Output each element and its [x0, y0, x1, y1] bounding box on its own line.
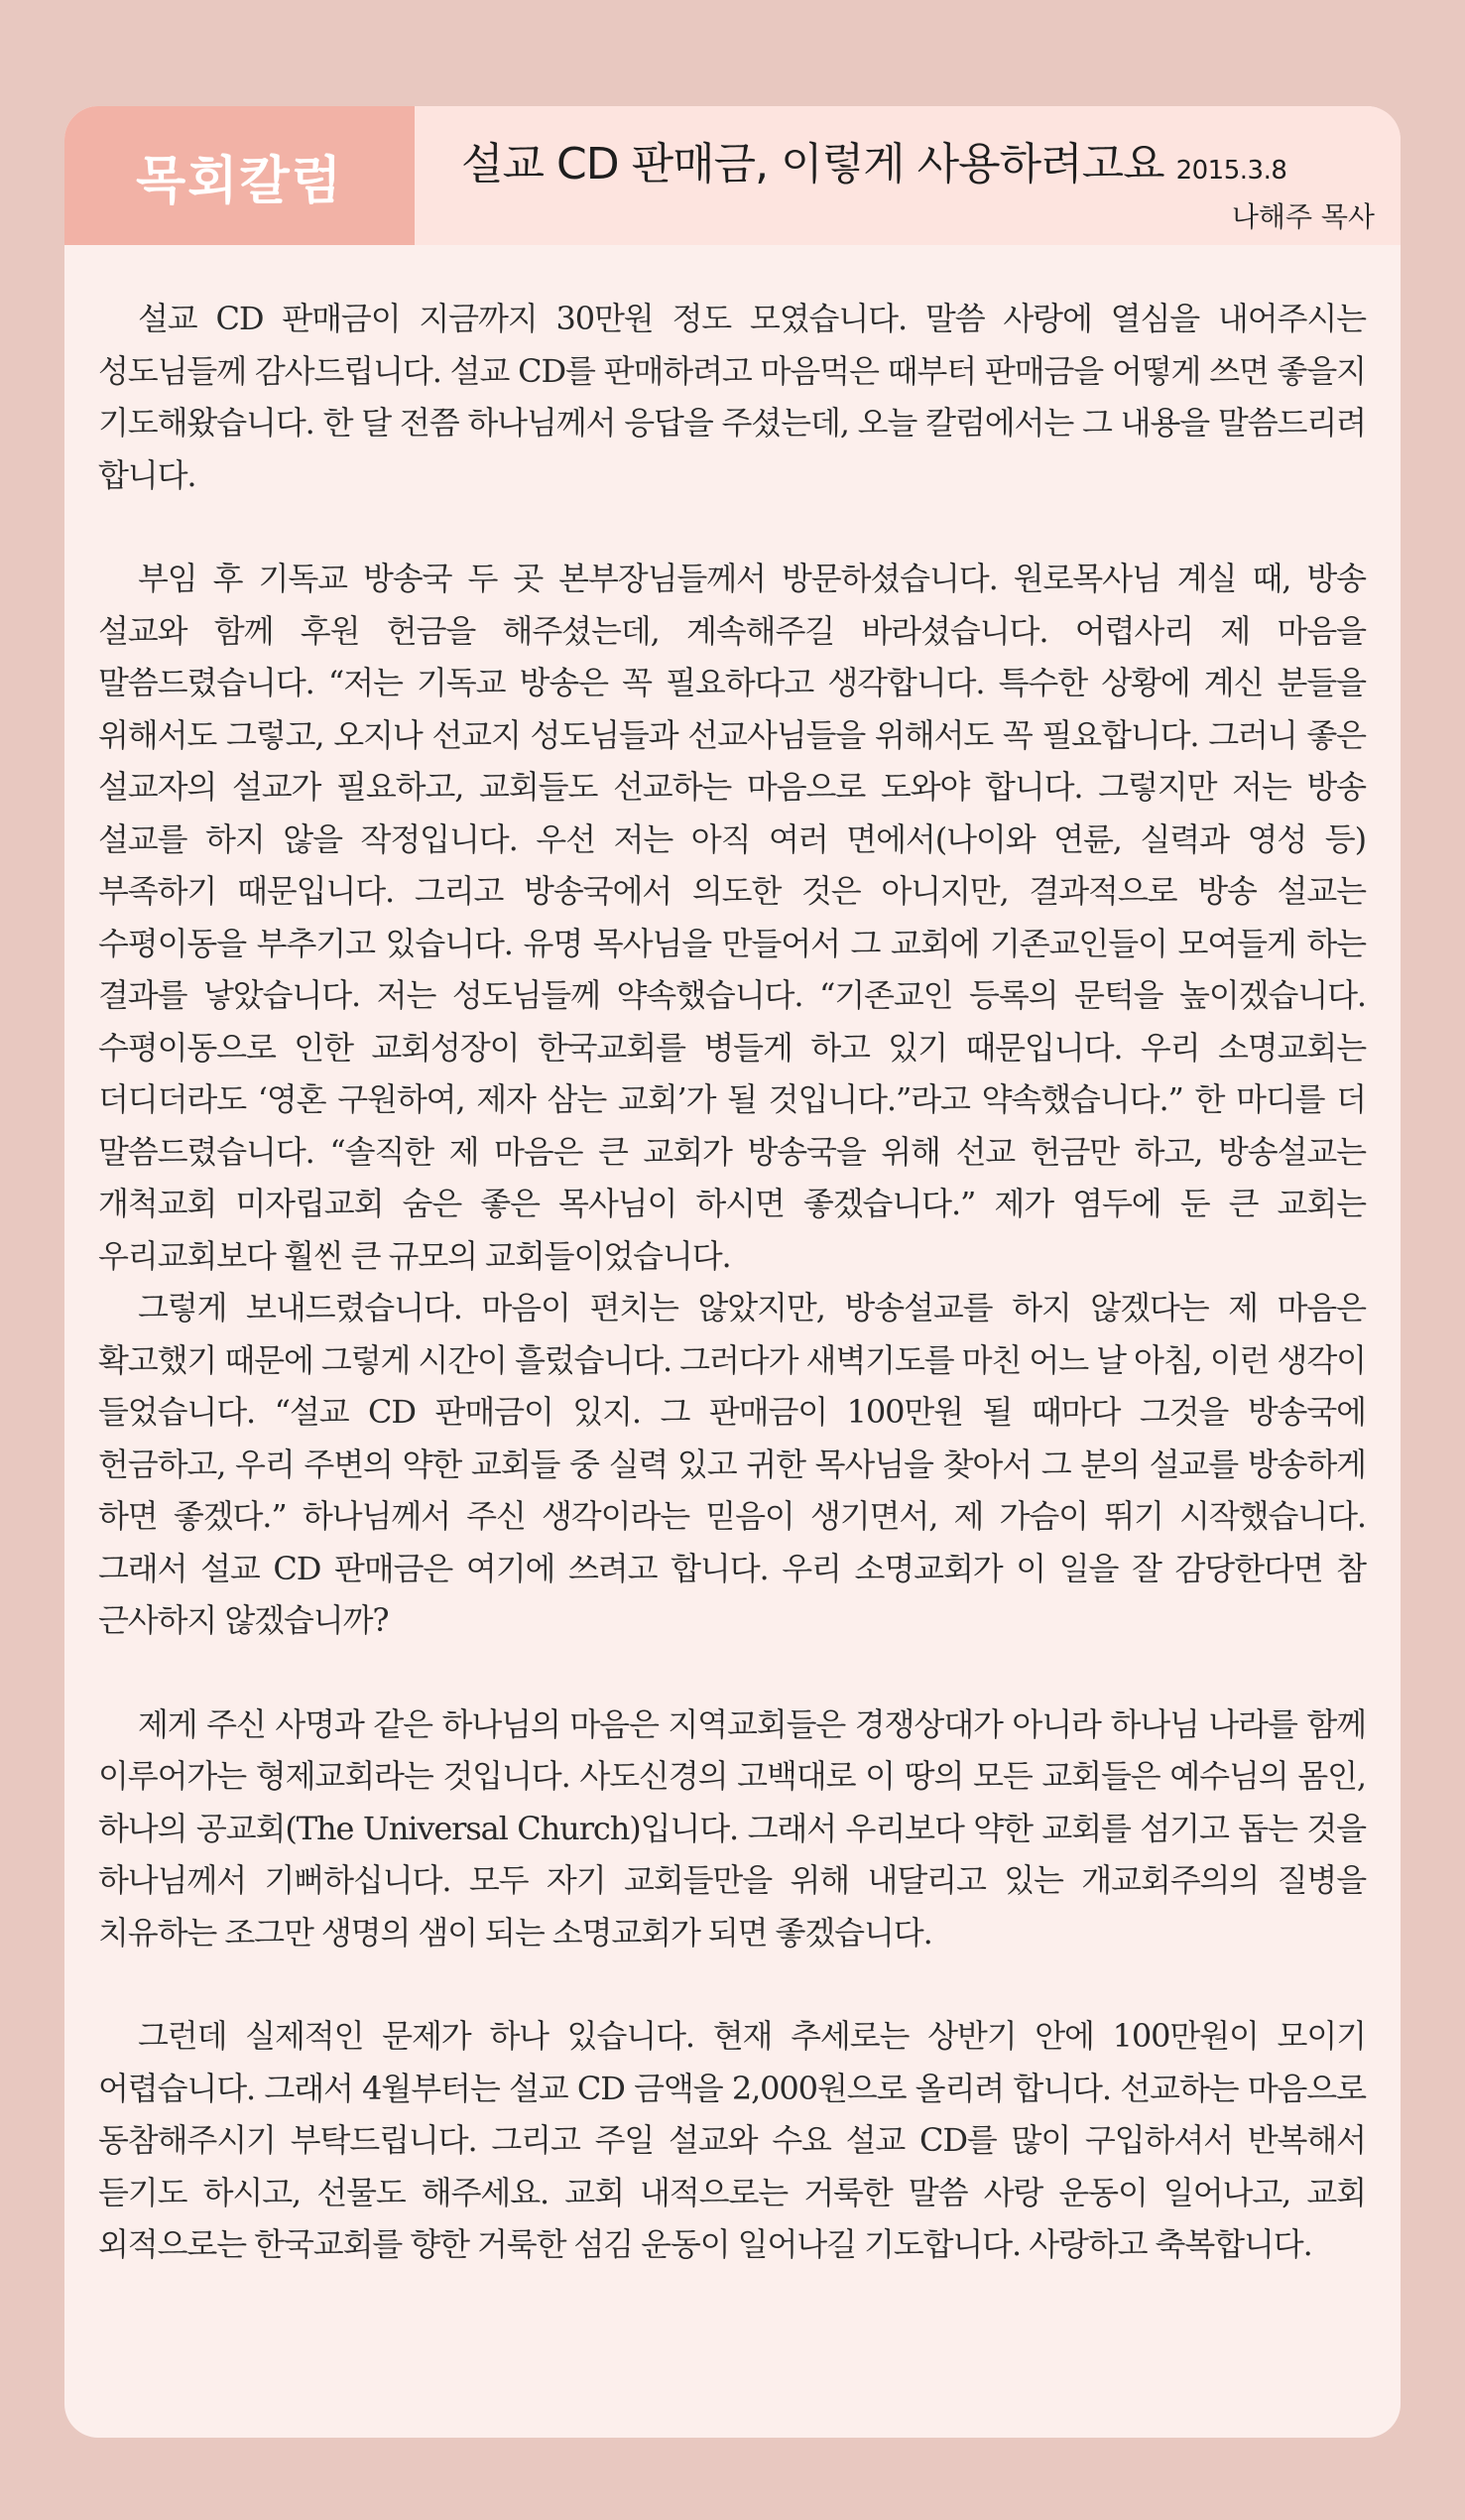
paragraph: 그런데 실제적인 문제가 하나 있습니다. 현재 추세로는 상반기 안에 100만원이 모이기 어렵습니다. 그래서 4월부터는 설교 CD 금액을 2,000원으로 올리려 합니다. 선교하는 마음으로 동참해주시기 부탁드립니다. 그리고 주일 설교와 수요 설교 CD를 많이 구입하셔서 반복해서 듣기도 하시고, 선물도 해주세요. 교회 내적으로는 거룩한 말씀 사랑 운동이 일어나고, 교회 외적으로는 한국교회를 향한 거룩한 섬김 운동이 일어나길 기도합니다. 사랑하고 축복합니다.	[98, 2017, 1366, 2263]
paragraph: 제게 주신 사명과 같은 하나님의 마음은 지역교회들은 경쟁상대가 아니라 하나님 나라를 함께 이루어가는 형제교회라는 것입니다. 사도신경의 고백대로 이 땅의 모든 교회들은 예수님의 몸인, 하나의 공교회(The Universal Church)입니다. 그래서 우리보다 약한 교회를 섬기고 돕는 것을 하나님께서 기뻐하십니다. 모두 자기 교회들만을 위해 내달리고 있는 개교회주의의 질병을 치유하는 조그만 생명의 샘이 되는 소명교회가 되면 좋겠습니다.	[98, 1704, 1366, 1952]
column-tag-label: 목회칼럼	[136, 151, 343, 211]
paragraph: 그렇게 보내드렸습니다. 마음이 편치는 않았지만, 방송설교를 하지 않겠다는 제 마음은 확고했기 때문에 그렇게 시간이 흘렀습니다. 그러다가 새벽기도를 마친 어느 날 아침, 이런 생각이 들었습니다. “설교 CD 판매금이 있지. 그 판매금이 100만원 될 때마다 그것을 방송국에 헌금하고, 우리 주변의 약한 교회들 중 실력 있고 귀한 목사님을 찾아서 그 분의 설교를 방송하게 하면 좋겠다.” 하나님께서 주신 생각이라는 믿음이 생기면서, 제 가슴이 뛰기 시작했습니다. 그래서 설교 CD 판매금은 여기에 쓰려고 합니다. 우리 소명교회가 이 일을 잘 감당한다면 참 근사하지 않겠습니까?	[98, 1289, 1366, 1639]
column-header	[64, 106, 1401, 245]
paragraph: 설교 CD 판매금이 지금까지 30만원 정도 모였습니다. 말씀 사랑에 열심을 내어주시는 성도님들께 감사드립니다. 설교 CD를 판매하려고 마음먹은 때부터 판매금을 어떻게 쓰면 좋을지 기도해왔습니다. 한 달 전쯤 하나님께서 응답을 주셨는데, 오늘 칼럼에서는 그 내용을 말씀드리려 합니다.	[98, 300, 1366, 494]
column-card	[64, 106, 1401, 2438]
column-date: 2015.3.8	[1175, 156, 1287, 186]
paragraph: 부임 후 기독교 방송국 두 곳 본부장님들께서 방문하셨습니다. 원로목사님 계실 때, 방송 설교와 함께 후원 헌금을 해주셨는데, 계속해주길 바라셨습니다. 어렵사리 제 마음을 말씀드렸습니다. “저는 기독교 방송은 꼭 필요하다고 생각합니다. 특수한 상황에 계신 분들을 위해서도 그렇고, 오지나 선교지 성도님들과 선교사님들을 위해서도 꼭 필요합니다. 그러니 좋은 설교자의 설교가 필요하고, 교회들도 선교하는 마음으로 도와야 합니다. 그렇지만 저는 방송 설교를 하지 않을 작정입니다. 우선 저는 아직 여러 면에서(나이와 연륜, 실력과 영성 등) 부족하기 때문입니다. 그리고 방송국에서 의도한 것은 아니지만, 결과적으로 방송 설교는 수평이동을 부추기고 있습니다. 유명 목사님을 만들어서 그 교회에 기존교인들이 모여들게 하는 결과를 낳았습니다. 저는 성도님들께 약속했습니다. “기존교인 등록의 문턱을 높이겠습니다. 수평이동으로 인한 교회성장이 한국교회를 병들게 하고 있기 때문입니다. 우리 소명교회는 더디더라도 ‘영혼 구원하여, 제자 삼는 교회’가 될 것입니다.”라고 약속했습니다.” 한 마디를 더 말씀드렸습니다. “솔직한 제 마음은 큰 교회가 방송국을 위해 선교 헌금만 하고, 방송설교는 개척교회 미자립교회 숨은 좋은 목사님이 하시면 좋겠습니다.” 제가 염두에 둔 큰 교회는 우리교회보다 훨씬 큰 규모의 교회들이었습니다.	[98, 560, 1366, 1275]
column-tag	[64, 106, 415, 245]
column-body	[98, 293, 1366, 2271]
column-title-text: 설교 CD 판매금, 이렇게 사용하려고요	[461, 139, 1164, 189]
column-title	[461, 128, 1286, 191]
column-author: 나해주 목사	[1231, 200, 1375, 233]
